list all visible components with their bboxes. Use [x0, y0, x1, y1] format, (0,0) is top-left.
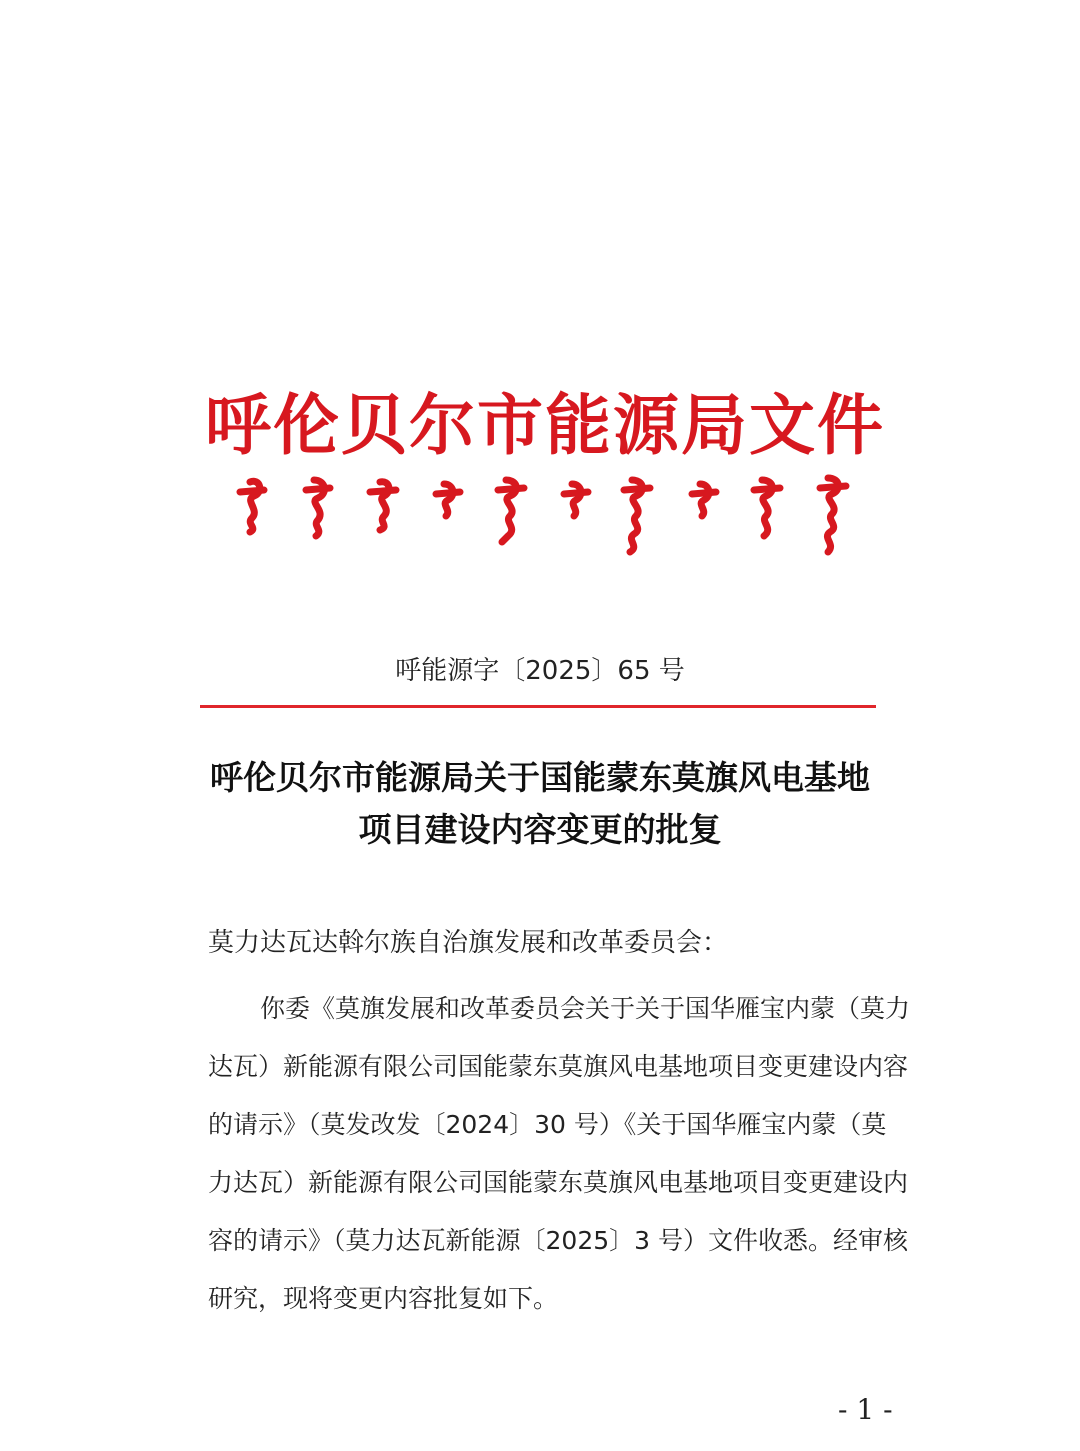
document-number: 呼能源字〔2025〕65 号: [395, 656, 685, 686]
red-separator-line: [200, 705, 876, 708]
body-line: 研究，现将变更内容批复如下。: [208, 1284, 559, 1313]
body-line: 达瓦）新能源有限公司国能蒙东莫旗风电基地项目变更建设内容: [208, 1052, 909, 1081]
body-line: 容的请示》（莫力达瓦新能源〔2025〕3 号）文件收悉。经审核: [208, 1226, 908, 1255]
mongolian-script-title: [230, 470, 860, 560]
document-title-line: 项目建设内容变更的批复: [358, 810, 722, 849]
document-title: [160, 752, 920, 856]
issuer-title: 呼伦贝尔市能源局文件: [205, 386, 885, 464]
page-number: - 1 -: [838, 1393, 893, 1426]
addressee: 莫力达瓦达斡尔族自治旗发展和改革委员会：: [208, 928, 729, 958]
body-line: 的请示》（莫发改发〔2024〕30 号）《关于国华雁宝内蒙（莫: [208, 1110, 887, 1139]
body-line: 力达瓦）新能源有限公司国能蒙东莫旗风电基地项目变更建设内: [208, 1168, 909, 1197]
body-paragraph: [208, 980, 911, 1328]
document-title-line: 呼伦贝尔市能源局关于国能蒙东莫旗风电基地: [210, 758, 870, 797]
body-line: 你委《莫旗发展和改革委员会关于关于国华雁宝内蒙（莫力: [260, 994, 911, 1023]
